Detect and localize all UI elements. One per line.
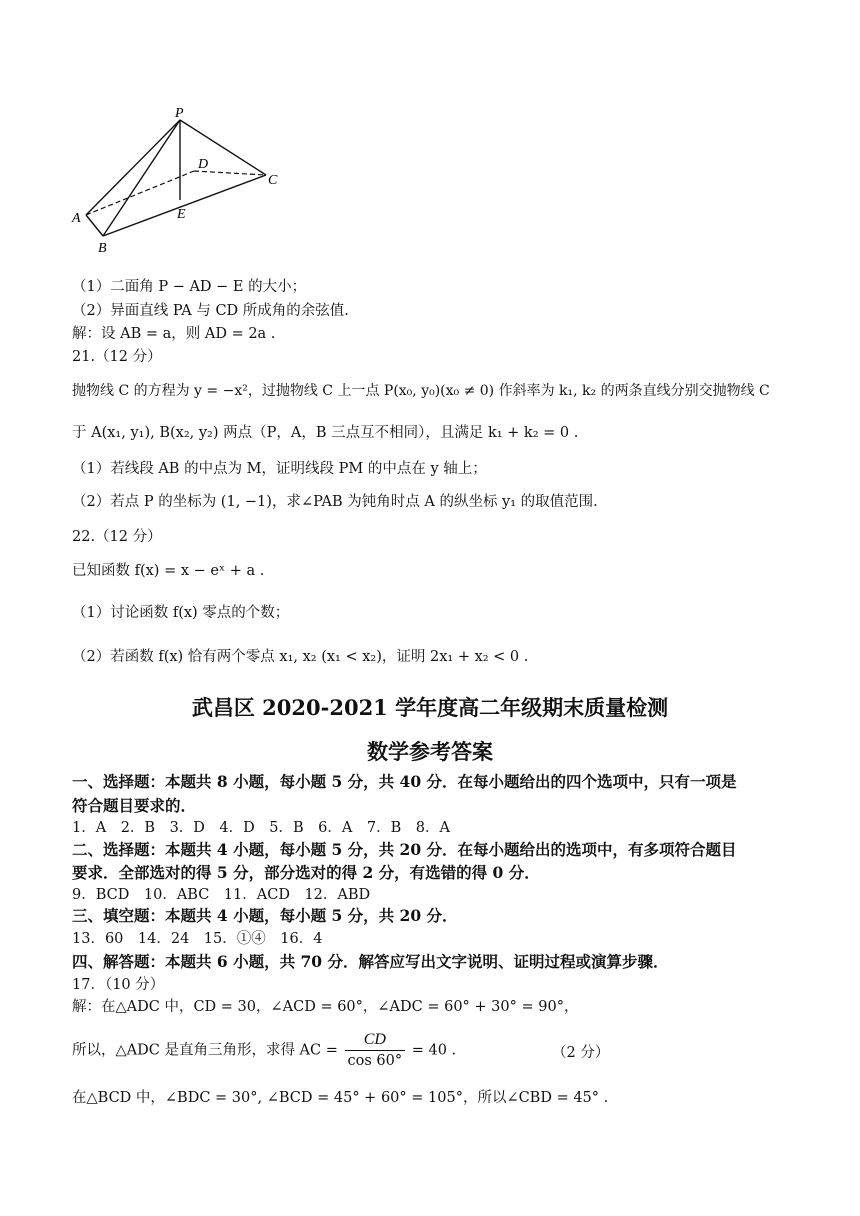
- pyramid-figure: [62, 104, 362, 254]
- section2-heading-line2: 要求．全部选对的得 5 分，部分选对的得 2 分，有选错的得 0 分．: [72, 863, 540, 882]
- edge-AB: [86, 215, 103, 236]
- section1-heading-line2: 符合题目要求的．: [72, 796, 197, 815]
- edge-BC: [103, 175, 266, 236]
- answer-title: 武昌区 2020-2021 学年度高二年级期末质量检测: [191, 695, 669, 720]
- answer-subtitle: 数学参考答案: [367, 739, 493, 764]
- edge-PA: [86, 120, 180, 215]
- q22-header: 22.（12 分）: [72, 529, 162, 545]
- section1-answers: 1．A 2．B 3．D 4．D 5．B 6．A 7．B 8．A: [72, 820, 450, 836]
- q17-line1: 解：在△ADC 中，CD = 30，∠ACD = 60°，∠ADC = 60° + 30° = 90°，: [72, 999, 579, 1015]
- edge-PB: [103, 120, 180, 236]
- q21-header: 21.（12 分）: [72, 349, 162, 365]
- q21-part1: （1）若线段 AB 的中点为 M，证明线段 PM 的中点在 y 轴上；: [72, 461, 487, 477]
- q17-line2: [72, 1030, 456, 1071]
- q22-part2: （2）若函数 f(x) 恰有两个零点 x₁, x₂ (x₁ < x₂)，证明 2x₁ + x₂ < 0 .: [72, 649, 529, 665]
- q17-score: （2 分）: [552, 1045, 610, 1061]
- q17-fraction-numerator: CD: [345, 1030, 406, 1051]
- section3-heading: 三、填空题：本题共 4 小题，每小题 5 分，共 20 分．: [72, 906, 458, 925]
- q17-fraction: [345, 1030, 406, 1071]
- label-P: P: [175, 106, 184, 121]
- q21-line1: 抛物线 C 的方程为 y = −x²，过抛物线 C 上一点 P(x₀, y₀)(x₀ ≠ 0) 作斜率为 k₁, k₂ 的两条直线分别交抛物线 C: [72, 383, 770, 399]
- q21-part2: （2）若点 P 的坐标为 (1, −1)，求∠PAB 为钝角时点 A 的纵坐标 y₁ 的取值范围.: [72, 494, 598, 510]
- q22-line1: 已知函数 f(x) = x − eˣ + a .: [72, 563, 265, 579]
- q20-part2: （2）异面直线 PA 与 CD 所成角的余弦值.: [72, 303, 349, 319]
- q21-line2: 于 A(x₁, y₁), B(x₂, y₂) 两点（P，A，B 三点互不相同），且满足 k₁ + k₂ = 0 .: [72, 425, 579, 441]
- q20-part1: （1）二面角 P − AD − E 的大小；: [72, 279, 307, 295]
- q17-line2-suffix: = 40 .: [411, 1042, 457, 1059]
- q17-line3: 在△BCD 中，∠BDC = 30°, ∠BCD = 45° + 60° = 105°，所以∠CBD = 45° .: [72, 1090, 609, 1106]
- q17-fraction-denominator: cos 60°: [347, 1053, 403, 1069]
- section2-answers: 9．BCD 10．ABC 11．ACD 12．ABD: [72, 887, 371, 903]
- label-A: A: [72, 211, 81, 226]
- label-B: B: [98, 241, 107, 254]
- q20-solution-start: 解：设 AB = a，则 AD = 2a .: [72, 326, 276, 342]
- section4-heading: 四、解答题：本题共 6 小题，共 70 分．解答应写出文字说明、证明过程或演算步骤．: [72, 952, 669, 971]
- section3-answers: 13．60 14．24 15．①④ 16．4: [72, 931, 323, 947]
- label-E: E: [177, 207, 186, 222]
- q17-header: 17．（10 分）: [72, 977, 165, 993]
- section1-heading-line1: 一、选择题：本题共 8 小题，每小题 5 分，共 40 分．在每小题给出的四个选项中，只有一项是: [72, 772, 737, 791]
- q22-part1: （1）讨论函数 f(x) 零点的个数；: [72, 605, 290, 621]
- section2-heading-line1: 二、选择题：本题共 4 小题，每小题 5 分，共 20 分．在每小题给出的选项中，有多项符合题目: [72, 840, 737, 859]
- label-D: D: [198, 157, 209, 172]
- edge-PC: [180, 120, 266, 175]
- label-C: C: [268, 173, 278, 188]
- q17-line2-prefix: 所以，△ADC 是直角三角形，求得 AC =: [72, 1042, 338, 1059]
